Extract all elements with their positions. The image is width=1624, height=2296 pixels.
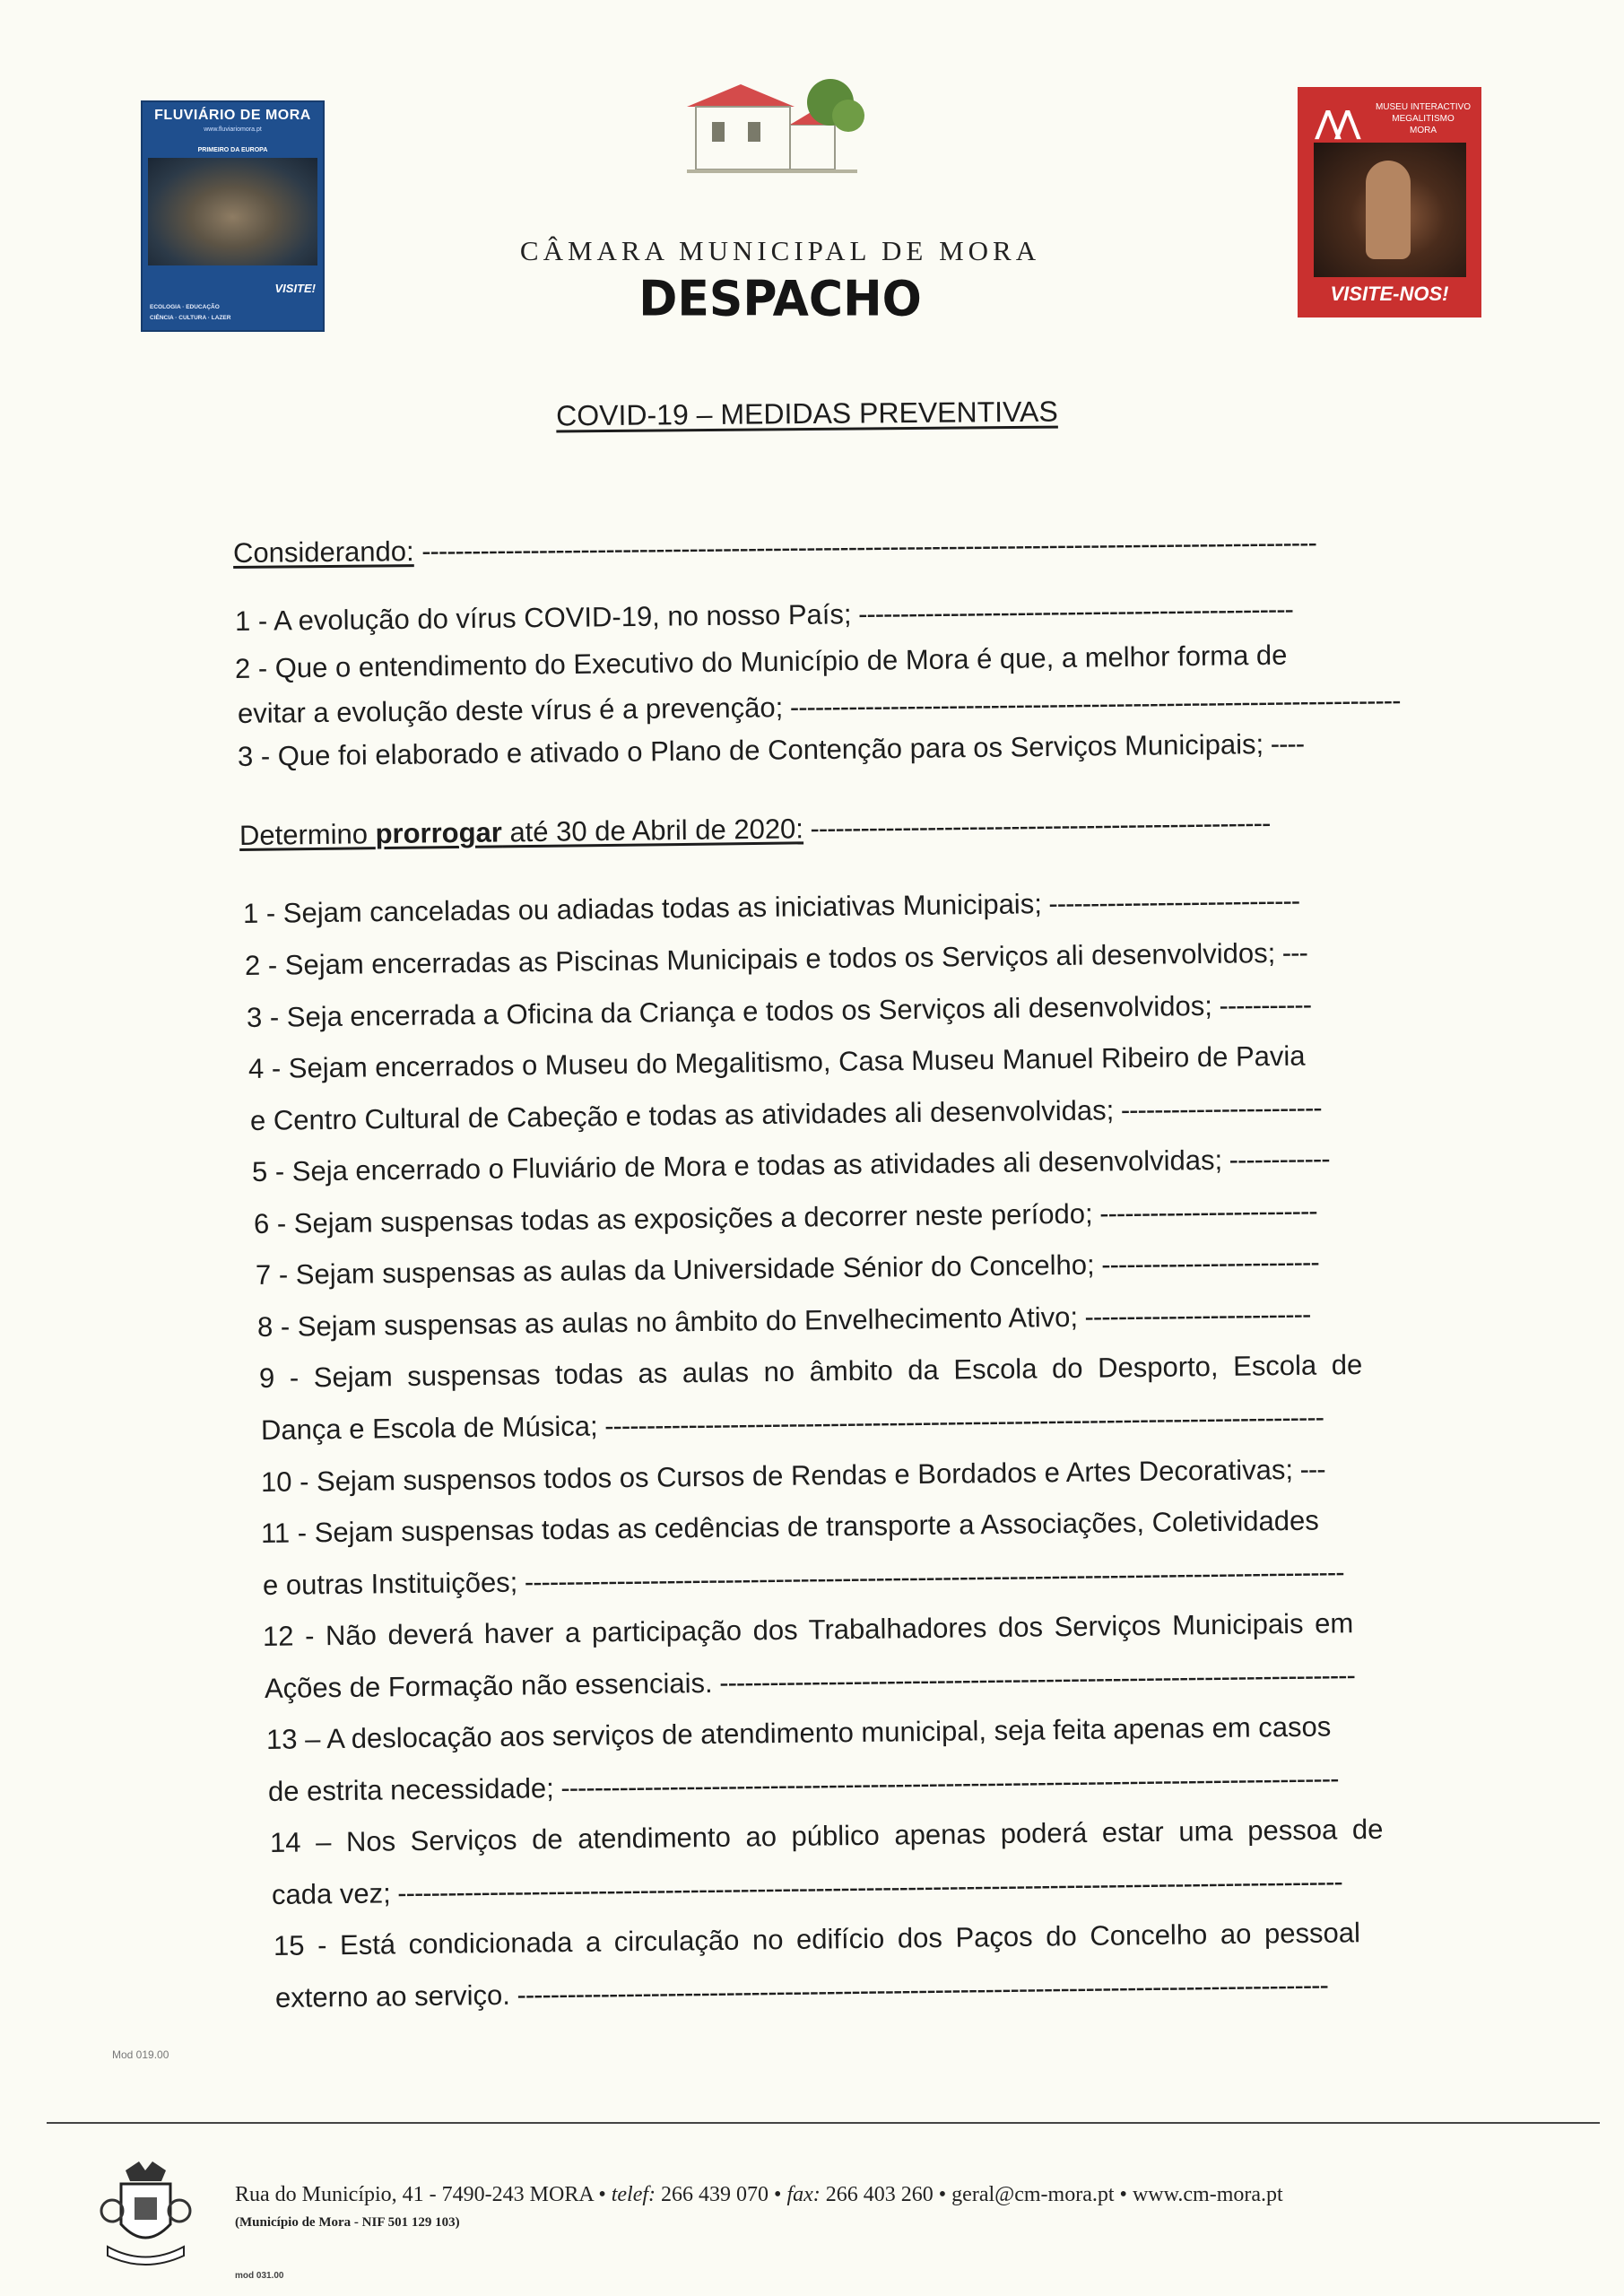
determino-heading-bold: prorrogar xyxy=(375,816,503,850)
determino-heading xyxy=(239,813,803,851)
coat-of-arms-icon xyxy=(99,2161,193,2269)
determino-line-text: 3 - Seja encerrada a Oficina da Criança e todos os Serviços ali desenvolvidos; xyxy=(246,989,1213,1033)
determino-line-text: 4 - Sejam encerrados o Museu do Megalitismo, Casa Museu Manuel Ribeiro de Pavia xyxy=(248,1039,1306,1084)
determino-line-text: 12 - Não deverá haver a participação dos Trabalhadores dos Serviços Municipais em xyxy=(262,1607,1354,1652)
footer-nif: (Município de Mora - NIF 501 129 103) xyxy=(235,2215,460,2230)
determino-heading-line: Determino prorrogar até 30 de Abril de 2020: ------------------------------------------------------- xyxy=(239,806,1271,851)
museu-logo-text xyxy=(1369,101,1477,136)
determino-line-text: 5 - Seja encerrado o Fluviário de Mora e todas as atividades ali desenvolvidas; xyxy=(251,1144,1223,1187)
bullet-separator: • xyxy=(938,2183,947,2206)
museu-photo xyxy=(1314,143,1466,277)
considerando-item-text: 1 - A evolução do vírus COVID-19, no nosso País; xyxy=(234,598,852,637)
determino-line-6: 5 - Seja encerrado o Fluviário de Mora e todas as atividades ali desenvolvidas; ------------ xyxy=(251,1143,1330,1187)
footer-tel: 266 439 070 xyxy=(661,2183,769,2206)
determino-line-2: 2 - Sejam encerradas as Piscinas Municipais e todos os Serviços ali desenvolvidos; --- xyxy=(244,936,1307,981)
fluviario-tags-line2: CIÊNCIA · CULTURA · LAZER xyxy=(150,315,231,321)
determino-line-8: 7 - Sejam suspensas as aulas da Universidade Sénior do Concelho; -------------------------- xyxy=(255,1246,1319,1291)
footer-contact-line xyxy=(235,2183,1283,2207)
otter-photo xyxy=(148,158,317,265)
determino-line-text: e Centro Cultural de Cabeção e todas as atividades ali desenvolvidas; xyxy=(249,1094,1115,1136)
determino-line-18: de estrita necessidade; --------------------------------------------------------------------------------------------- xyxy=(267,1762,1339,1807)
determino-heading-start: Determino xyxy=(239,818,376,851)
considerando-item-1: 1 - A evolução do vírus COVID-19, no nosso País; ---------------------------------------------------- xyxy=(234,593,1294,637)
determino-line-14: e outras Instituições; -------------------------------------------------------------------------------------------------- xyxy=(262,1556,1344,1601)
fluviario-logo-visit: VISITE! xyxy=(274,282,316,295)
determino-line-13 xyxy=(261,1504,1319,1551)
museu-text-line3: MORA xyxy=(1410,126,1437,135)
footer-divider xyxy=(47,2122,1600,2124)
determino-line-text: Ações de Formação não essenciais. xyxy=(264,1666,713,1704)
bullet-separator: • xyxy=(774,2183,782,2206)
determino-line-22: externo ao serviço. ------------------------------------------------------------------------------------------------- xyxy=(274,1969,1329,2013)
fluviario-logo-url: www.fluviariomora.pt xyxy=(204,126,262,133)
council-name: CÂMARA MUNICIPAL DE MORA xyxy=(519,235,1041,266)
determino-line-text: 7 - Sejam suspensas as aulas da Universidade Sénior do Concelho; xyxy=(255,1248,1095,1291)
determino-line-text: 2 - Sejam encerradas as Piscinas Municipais e todos os Serviços ali desenvolvidos; xyxy=(244,936,1276,981)
footer-fax: 266 403 260 xyxy=(825,2183,934,2206)
fluviario-logo-title: FLUVIÁRIO DE MORA xyxy=(154,108,311,123)
determino-line-text: externo ao serviço. xyxy=(274,1979,511,2013)
determino-line-19 xyxy=(270,1813,1384,1860)
bullet-separator: • xyxy=(598,2183,606,2206)
considerando-item-2-cont: evitar a evolução deste vírus é a prevenção; ------------------------------------------------------------------------- xyxy=(237,684,1401,729)
determino-line-15 xyxy=(263,1606,1354,1654)
determino-heading-end: até 30 de Abril de 2020: xyxy=(501,813,804,848)
considerando-item-2 xyxy=(235,639,1288,686)
determino-line-5: e Centro Cultural de Cabeção e todas as atividades ali desenvolvidas; ------------------------ xyxy=(249,1091,1322,1136)
museu-mark-icon: ⋀⋀ xyxy=(1316,106,1355,140)
determino-line-text: 6 - Sejam suspensas todas as exposições a decorrer neste período; xyxy=(253,1197,1093,1239)
town-hall-drawing xyxy=(660,66,884,210)
fluviario-logo-subtitle: PRIMEIRO DA EUROPA xyxy=(197,147,268,153)
determino-line-text: e outras Instituições; xyxy=(262,1566,518,1601)
museu-megalitismo-logo xyxy=(1298,87,1481,317)
museu-text-line2: MEGALITISMO xyxy=(1392,114,1455,124)
determino-line-text: 15 - Está condicionada a circulação no edifício dos Paços do Concelho ao pessoal xyxy=(273,1917,1361,1961)
determino-line-3: 3 - Seja encerrada a Oficina da Criança e todos os Serviços ali desenvolvidos; ----------- xyxy=(246,988,1312,1033)
considerando-item-3: 3 - Que foi elaborado e ativado o Plano de Contenção para os Serviços Municipais; ---- xyxy=(237,727,1305,772)
form-code-left: Mod 019.00 xyxy=(112,2048,169,2061)
determino-line-9: 8 - Sejam suspensas as aulas no âmbito do Envelhecimento Ativo; --------------------------- xyxy=(256,1298,1311,1343)
determino-line-text: 1 - Sejam canceladas ou adiadas todas as iniciativas Municipais; xyxy=(242,888,1043,929)
museu-logo-visit: VISITE-NOS! xyxy=(1330,283,1449,305)
footer-fax-label: fax: xyxy=(786,2183,821,2206)
determino-line-text: 13 – A deslocação aos serviços de atendimento municipal, seja feita apenas em casos xyxy=(265,1710,1332,1755)
considerando-heading: Considerando: xyxy=(232,535,414,569)
bullet-separator: • xyxy=(1119,2183,1127,2206)
determino-line-text: 14 – Nos Serviços de atendimento ao público apenas poderá estar uma pessoa de xyxy=(269,1813,1384,1858)
determino-line-text: 10 - Sejam suspensos todos os Cursos de Rendas e Bordados e Artes Decorativas; xyxy=(260,1453,1294,1498)
determino-line-1: 1 - Sejam canceladas ou adiadas todas as iniciativas Municipais; ------------------------------ xyxy=(242,884,1300,929)
footer-tel-label: telef: xyxy=(611,2183,656,2206)
determino-line-21 xyxy=(274,1916,1360,1963)
considerando-item-text: 2 - Que o entendimento do Executivo do Município de Mora é que, a melhor forma de xyxy=(234,639,1288,684)
document-subject: COVID-19 – MEDIDAS PREVENTIVAS xyxy=(556,395,1058,432)
footer-address: Rua do Município, 41 - 7490-243 MORA xyxy=(235,2183,594,2206)
considerando-item-text: 3 - Que foi elaborado e ativado o Plano de Contenção para os Serviços Municipais; xyxy=(237,728,1264,772)
fluviario-logo xyxy=(141,100,325,332)
determino-line-20: cada vez; ----------------------------------------------------------------------------------------------------------------- xyxy=(271,1866,1342,1910)
determino-line-text: de estrita necessidade; xyxy=(267,1772,554,1807)
footer-email-link[interactable]: geral@cm-mora.pt xyxy=(951,2183,1115,2206)
determino-line-12: 10 - Sejam suspensos todos os Cursos de Rendas e Bordados e Artes Decorativas; --- xyxy=(260,1453,1325,1498)
determino-line-7: 6 - Sejam suspensas todas as exposições a decorrer neste período; -------------------------- xyxy=(253,1195,1317,1239)
determino-line-text: 8 - Sejam suspensas as aulas no âmbito do Envelhecimento Ativo; xyxy=(256,1300,1079,1343)
determino-line-text: Dança e Escola de Música; xyxy=(260,1410,598,1446)
footer-form-code: mod 031.00 xyxy=(235,2271,284,2281)
considerando-heading-line xyxy=(233,526,1316,570)
determino-line-text: 9 - Sejam suspensas todas as aulas no âmbito da Escola do Desporto, Escola de xyxy=(258,1348,1363,1394)
determino-line-4 xyxy=(248,1039,1306,1086)
considerando-item-text: evitar a evolução deste vírus é a prevenção; xyxy=(237,691,784,729)
determino-line-10 xyxy=(259,1348,1363,1396)
determino-line-text: 11 - Sejam suspensas todas as cedências de transporte a Associações, Coletividades xyxy=(260,1504,1319,1549)
fluviario-tags-line1: ECOLOGIA · EDUCAÇÃO xyxy=(150,304,220,310)
document-type: DESPACHO xyxy=(638,271,922,328)
determino-line-17 xyxy=(266,1709,1332,1757)
footer-website-link[interactable]: www.cm-mora.pt xyxy=(1132,2183,1283,2206)
fluviario-logo-tags xyxy=(150,302,230,324)
determino-line-text: cada vez; xyxy=(271,1877,391,1910)
determino-line-16: Ações de Formação não essenciais. ---------------------------------------------------------------------------- xyxy=(264,1659,1356,1704)
dash-fill: ----------------------------------------------------------------------------------------------------------- xyxy=(421,526,1316,567)
determino-line-11: Dança e Escola de Música; -------------------------------------------------------------------------------------- xyxy=(260,1401,1324,1446)
museu-text-line1: MUSEU INTERACTIVO xyxy=(1375,102,1472,112)
